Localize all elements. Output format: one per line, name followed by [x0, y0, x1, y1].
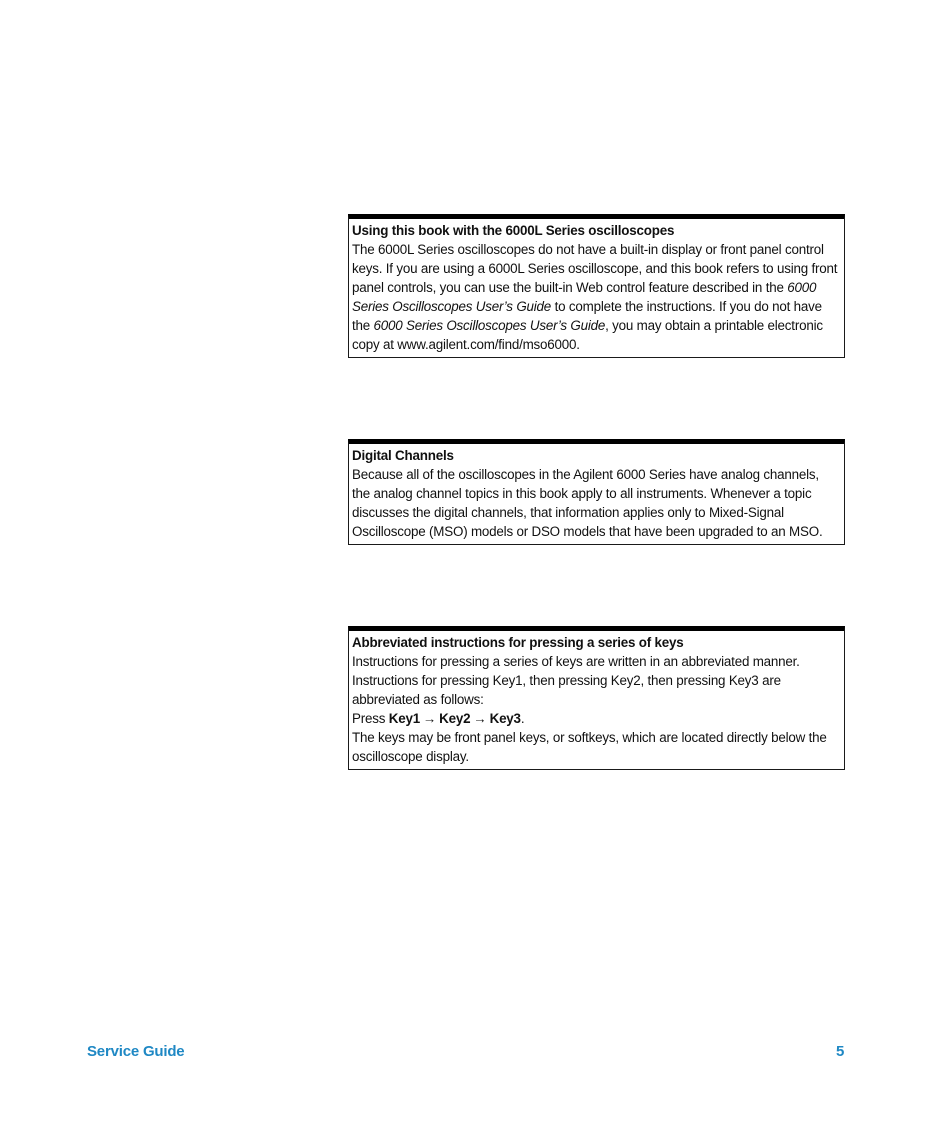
- note-title: Using this book with the 6000L Series oscilloscopes: [352, 223, 675, 238]
- footer-document-title: Service Guide: [87, 1043, 185, 1060]
- book-title-reference: 6000 Series Oscilloscopes User’s Guide: [352, 280, 817, 314]
- right-arrow-icon: →: [473, 711, 487, 726]
- note-text: , you may obtain a printable electronic copy at www.agilent.com/find/mso6000.: [352, 318, 823, 352]
- key1-label: Key1: [388, 711, 420, 726]
- note-text: to complete the instructions. If you do not have the: [352, 299, 822, 333]
- note-body: [352, 652, 840, 766]
- note-box-abbreviated-instructions: [348, 626, 845, 770]
- note-title: Digital Channels: [352, 448, 454, 463]
- key2-label: Key2: [439, 711, 471, 726]
- note-box-digital-channels: [348, 439, 845, 545]
- note-body: Because all of the oscilloscopes in the Agilent 6000 Series have analog channels, the analog channel topics in this book apply to all instruments. Whenever a topic discusses the digital channels, that information applies only to Mixed-Signal Oscilloscope (MSO) models or DSO models that have been upgraded to an MSO.: [352, 467, 823, 539]
- book-title-reference: 6000 Series Oscilloscopes User’s Guide: [373, 318, 606, 333]
- note-box-6000l-series: [348, 214, 845, 358]
- footer-page-number: 5: [836, 1043, 845, 1060]
- note-text: The 6000L Series oscilloscopes do not have a built-in display or front panel control keys. If you are using a 6000L Series oscilloscope, and this book refers to using front panel controls, you can use the built-in Web control feature described in the: [352, 242, 838, 295]
- note-paragraph: The keys may be front panel keys, or softkeys, which are located directly below the oscilloscope display.: [352, 730, 827, 764]
- sentence-period: .: [520, 711, 525, 726]
- right-arrow-icon: →: [422, 711, 437, 726]
- press-label: Press: [352, 711, 389, 726]
- note-paragraph: Instructions for pressing a series of keys are written in an abbreviated manner. Instructions for pressing Key1, then pressing Key2, then pressing Key3 are abbreviated as follows:: [352, 654, 800, 707]
- note-body: [352, 240, 840, 354]
- note-title: Abbreviated instructions for pressing a series of keys: [352, 635, 684, 650]
- key-sequence-example: [352, 709, 840, 728]
- key3-label: Key3: [489, 711, 521, 726]
